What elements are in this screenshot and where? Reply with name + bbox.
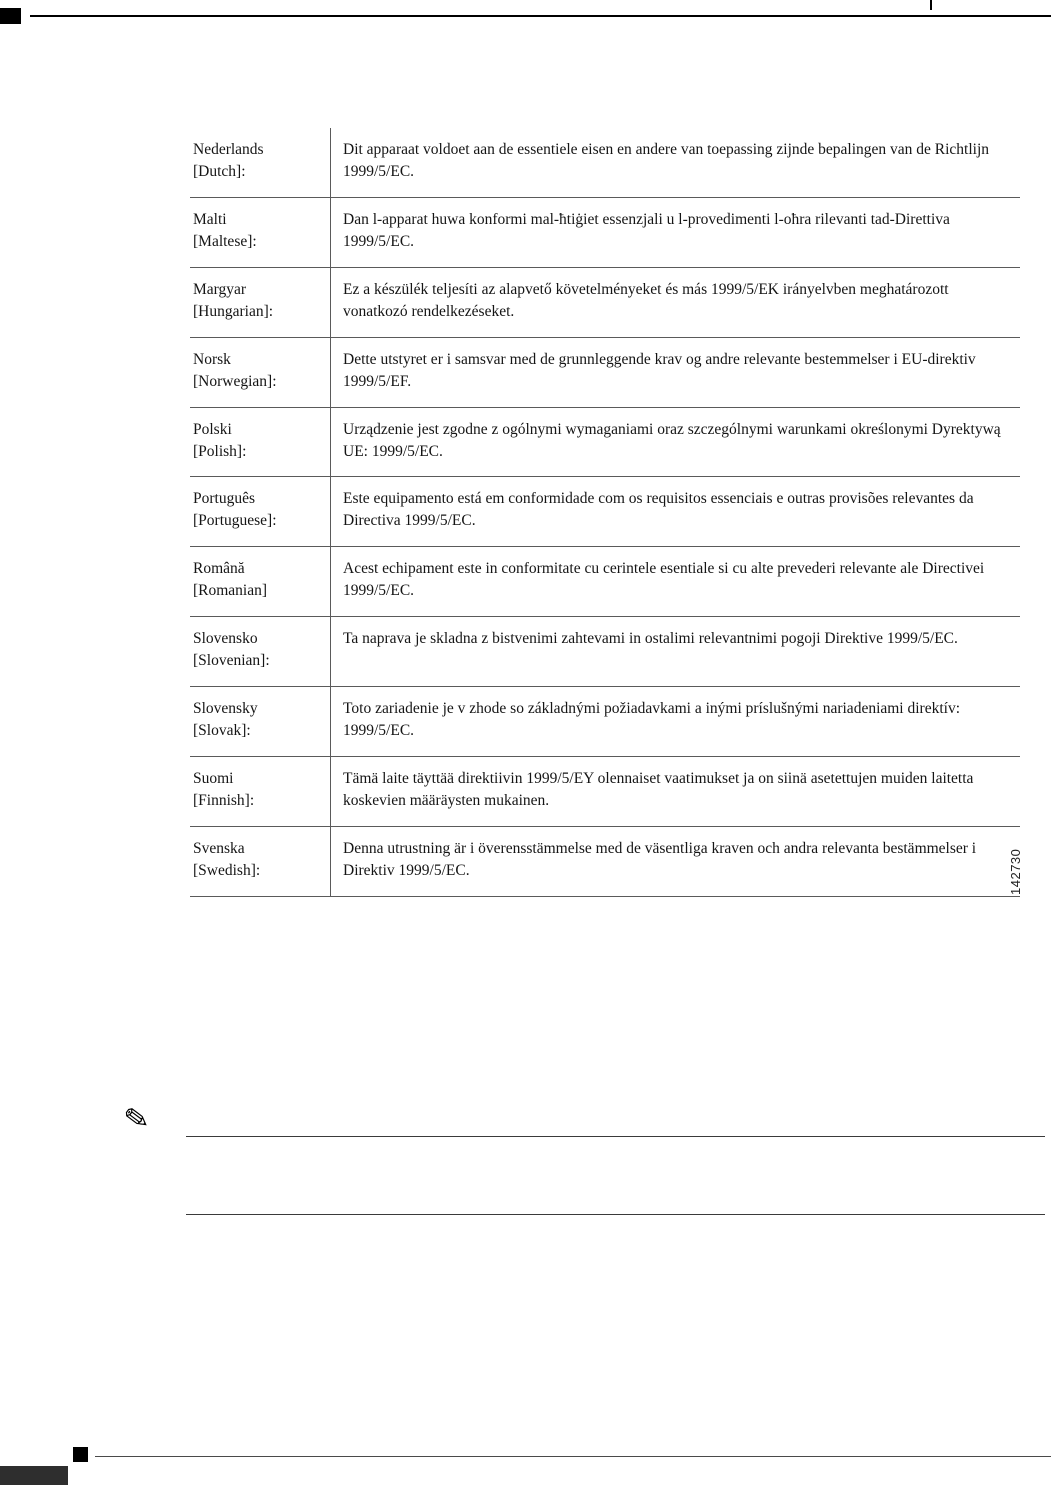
- declaration-text: Este equipamento está em conformidade com os requisitos essenciais e outras provisões relevantes da Directiva 1999/5/EC.: [330, 477, 1020, 546]
- language-label-cell: [190, 408, 330, 477]
- table-row: [190, 338, 1020, 408]
- language-tag: [Maltese]:: [193, 232, 257, 250]
- language-tag: [Slovenian]:: [193, 652, 270, 670]
- declaration-text: Acest echipament este in conformitate cu cerintele esentiale si cu alte prevederi relevante ale Directivei 1999/5/EC.: [330, 547, 1020, 616]
- table-row: [190, 617, 1020, 687]
- language-label-cell: [190, 128, 330, 197]
- figure-number: 142730: [1008, 848, 1023, 895]
- language-name: Română: [193, 560, 245, 578]
- language-label-cell: [190, 198, 330, 267]
- language-label-cell: [190, 477, 330, 546]
- table-row: [190, 128, 1020, 198]
- language-label-cell: [190, 687, 330, 756]
- language-name: Margyar: [193, 280, 247, 298]
- page-corner-square: [0, 8, 21, 24]
- language-tag: [Hungarian]:: [193, 302, 274, 320]
- footer-corner-block: [0, 1466, 68, 1485]
- language-name: Malti: [193, 210, 227, 228]
- language-name: Norsk: [193, 350, 231, 368]
- conformity-table: [190, 128, 1020, 897]
- table-row: [190, 827, 1020, 897]
- language-name: Svenska: [193, 839, 245, 857]
- language-name: Polski: [193, 420, 232, 438]
- language-label-cell: [190, 338, 330, 407]
- language-tag: [Romanian]: [193, 582, 268, 600]
- table-row: [190, 268, 1020, 338]
- declaration-text: Toto zariadenie je v zhode so základnými požiadavkami a inými príslušnými nariadeniami direktív: 1999/5/EC.: [330, 687, 1020, 756]
- language-name: Slovensky: [193, 700, 258, 718]
- declaration-text: Tämä laite täyttää direktiivin 1999/5/EY olennaiset vaatimukset ja on siinä asetettujen muiden laitetta koskevien määräysten mukainen.: [330, 757, 1020, 826]
- language-tag: [Slovak]:: [193, 722, 251, 740]
- table-rows-container: [190, 128, 1020, 897]
- table-row: [190, 757, 1020, 827]
- language-name: Português: [193, 490, 255, 508]
- footer-rule: [95, 1456, 1051, 1457]
- table-row: [190, 198, 1020, 268]
- language-label-cell: [190, 547, 330, 616]
- declaration-text: Ez a készülék teljesíti az alapvető követelményeket és más 1999/5/EK irányelvben meghatározott vonatkozó rendelkezéseket.: [330, 268, 1020, 337]
- note-pencil-icon: ✎: [121, 1100, 152, 1139]
- declaration-text: Dit apparaat voldoet aan de essentiele eisen en andere van toepassing zijnde bepalingen van de Richtlijn 1999/5/EC.: [330, 128, 1020, 197]
- language-tag: [Norwegian]:: [193, 372, 277, 390]
- footer-square: [73, 1447, 88, 1462]
- crop-mark: [930, 0, 932, 10]
- declaration-text: Denna utrustning är i överensstämmelse med de väsentliga kraven och andra relevanta bestämmelser i Direktiv 1999/5/EC.: [330, 827, 1020, 896]
- top-rule: [30, 15, 1051, 17]
- table-row: [190, 547, 1020, 617]
- language-tag: [Polish]:: [193, 442, 247, 460]
- language-tag: [Swedish]:: [193, 861, 261, 879]
- language-tag: [Portuguese]:: [193, 512, 277, 530]
- language-name: Nederlands: [193, 141, 264, 158]
- language-label-cell: [190, 617, 330, 686]
- language-tag: [Finnish]:: [193, 792, 255, 810]
- language-name: Slovensko: [193, 630, 258, 648]
- table-row: [190, 477, 1020, 547]
- language-label-cell: [190, 268, 330, 337]
- language-label-cell: [190, 827, 330, 896]
- note-top-rule: [186, 1136, 1045, 1137]
- table-row: [190, 687, 1020, 757]
- language-name: Suomi: [193, 770, 234, 788]
- note-bottom-rule: [186, 1214, 1045, 1215]
- language-tag: [Dutch]:: [193, 163, 246, 180]
- declaration-text: Dan l-apparat huwa konformi mal-ħtiġiet essenzjali u l-provedimenti l-oħra rilevanti tad-Direttiva 1999/5/EC.: [330, 198, 1020, 267]
- language-label-cell: [190, 757, 330, 826]
- declaration-text: Urządzenie jest zgodne z ogólnymi wymaganiami oraz szczególnymi warunkami określonymi Dyrektywą UE: 1999/5/EC.: [330, 408, 1020, 477]
- declaration-text: Ta naprava je skladna z bistvenimi zahtevami in ostalimi relevantnimi pogoji Direktive 1999/5/EC.: [330, 617, 1020, 686]
- declaration-text: Dette utstyret er i samsvar med de grunnleggende krav og andre relevante bestemmelser i EU-direktiv 1999/5/EF.: [330, 338, 1020, 407]
- table-row: [190, 408, 1020, 478]
